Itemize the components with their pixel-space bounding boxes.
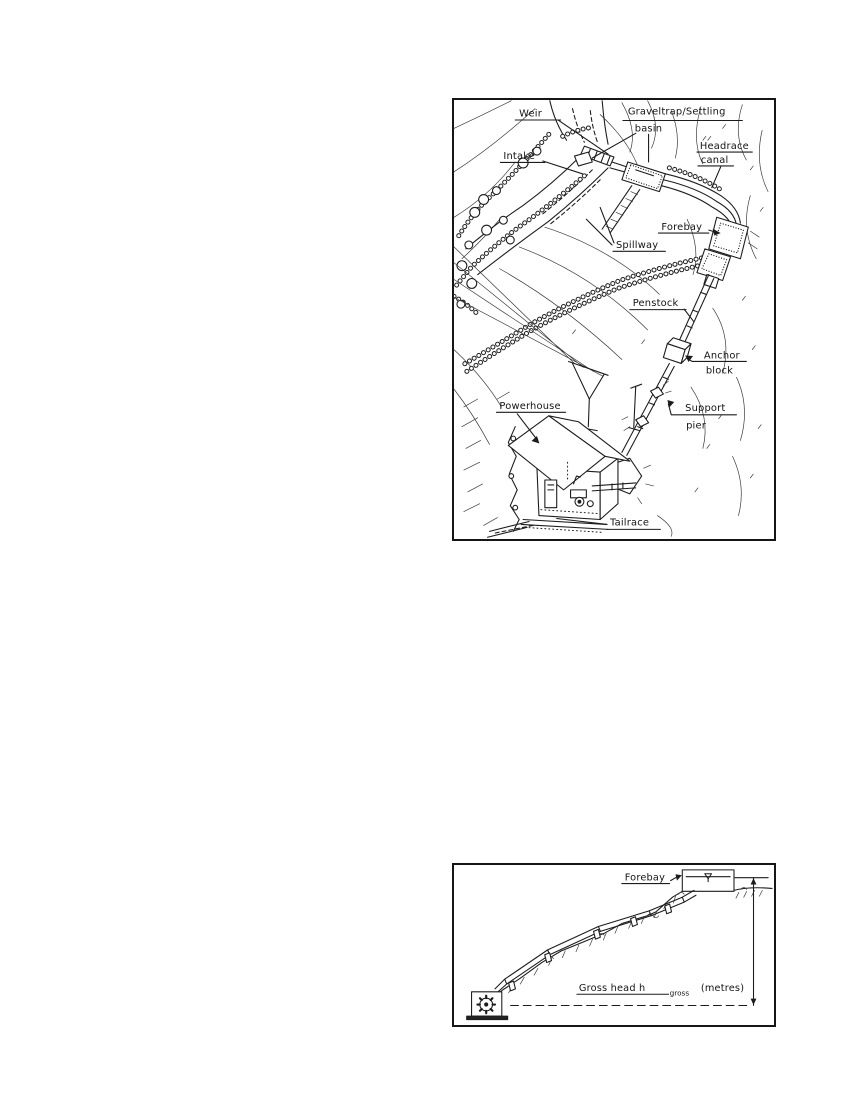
hydro-scheme-drawing [454,100,774,539]
label-forebay: Forebay [624,872,666,884]
label-forebay: Forebay [661,222,703,234]
label-powerhouse: Powerhouse [499,400,561,412]
figure-hydro-scheme [452,98,776,541]
label-canal: canal [700,154,729,166]
label-graveltrap-settling: Graveltrap/Settling [627,106,726,118]
label-gross-sub: gross [669,988,690,998]
label-anchor: Anchor [703,350,740,362]
label-intake: Intake [503,151,536,163]
label-tailrace: Tailrace [610,517,650,529]
label-penstock: Penstock [632,298,679,310]
powerhouse-box [467,992,508,1020]
bushes [457,147,541,308]
forebay-arrowhead [675,874,681,880]
anchor-block [663,338,691,364]
label-gross-head: Gross head h [578,982,646,994]
powerhouse-base [521,520,608,533]
tailrace-channel [488,521,533,537]
figure-gross-head [452,863,776,1027]
label-headrace: Headrace [699,141,749,153]
penstock-pipe [495,890,696,992]
label-support: Support [685,402,726,414]
label-basin: basin [634,123,663,135]
transmission-pole [569,361,609,430]
label-weir: Weir [519,108,543,120]
label-pier: pier [686,420,707,432]
forebay-structure [697,217,759,288]
label-block: block [705,365,734,377]
label-spillway: Spillway [615,239,659,251]
rock-cliff [462,392,519,531]
forebay-tank [682,870,734,891]
powerhouse-building [508,416,629,533]
label-metres: (metres) [700,982,745,994]
intake-structure [574,152,592,166]
gross-head-drawing [454,865,774,1025]
settling-basin [622,162,665,192]
